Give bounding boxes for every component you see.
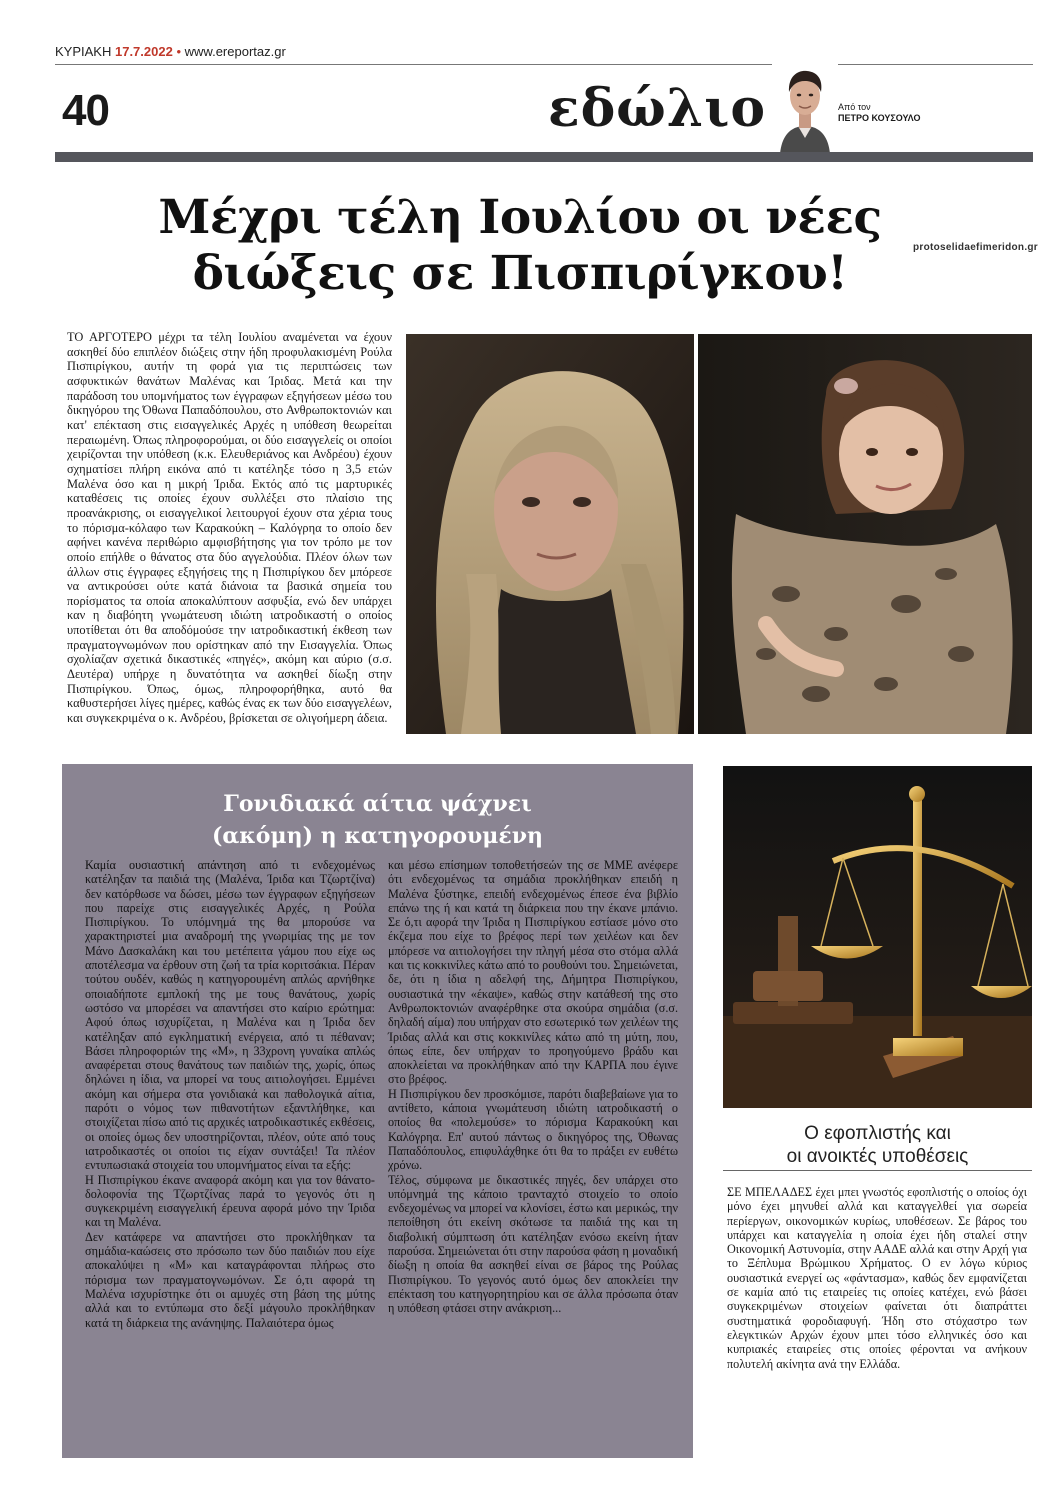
source-credit: protoselidaefimeridon.gr bbox=[913, 242, 1038, 253]
headline-line-2: διώξεις σε Πισπιρίγκου! bbox=[192, 246, 848, 301]
box-column-1 bbox=[85, 858, 375, 1330]
story-photo bbox=[406, 334, 1032, 734]
byline bbox=[838, 102, 920, 124]
main-headline bbox=[120, 190, 920, 302]
side-article bbox=[727, 1185, 1027, 1371]
byline-prefix: Από τον bbox=[838, 102, 871, 112]
columnist-portrait bbox=[772, 60, 838, 154]
side-headline-line-2: οι ανοικτές υποθέσεις bbox=[786, 1146, 969, 1167]
box-paragraph: Δεν κατάφερε να απαντήσει στο προκλήθηκαν τα σημάδια-καώσεις στο πρόσωπο των δύο παιδιών που είχε αποκαλύψει η «Μ» και καταγράφονται πλήρως στο πόρισμα των πραγματογνωμόνων. Σε ό,τι αφορά τη Μαλένα ισχυρίστηκε ότι οι αμυχές στη βάση της μύτης αλλά και το εντύπωμα στο δεξί μάγουλο προκλήθηκαν κατά τη διάρκεια της ανάνηψης. Παλαιότερα όμως bbox=[85, 1229, 375, 1330]
dateline bbox=[55, 44, 286, 59]
header-bar bbox=[55, 152, 1033, 162]
lead-article bbox=[67, 330, 392, 726]
lead-paragraph: ΤΟ ΑΡΓΟΤΕΡΟ μέχρι τα τέλη Ιουλίου αναμένεται να έχουν ασκηθεί δύο επιπλέον διώξεις στην ήδη προφυλακισμένη Ρούλα Πισπιρίγκου, αυτήν τη φορά για τις περιπτώσεις των ασφυκτικών θανάτων Μαλένας και Ίριδας. Μετά και την παράδοση του υπομνήματος των έγγραφων εξηγήσεων μέσω του δικηγόρου της Όθωνα Παπαδόπουλου, στο Ανθρωποκτονιών και κατ' επέκταση στις εισαγγελικές Αρχές η υπόθεση θεωρείται περαιωμένη. Όπως πληροφορούμαι, οι δύο εισαγγελείς οι οποίοι χειρίζονται την υπόθεση (κ.κ. Ελευθεριάνος και Ανδρέου) έχουν σχηματίσει πλήρη εικόνα από τι κατέληξε τόσο η 3,5 ετών Μαλένα όσο και η μικρή Ίριδα. Εκτός από τις μαρτυρικές καταθέσεις τις οποίες έχουν συλλέξει στο πλαίσιο της προανάκρισης, οι εισαγγελικοί λειτουργοί έχουν στα χέρια τους το πόρισμα-κόλαφο των Καρακούκη – Καλόγρηα το οποίο δεν αφήνει κανένα περιθώριο αμφισβήτησης για τον τρόπο με τον οποίο επήλθε ο θάνατος στα δύο αγγελούδια. Πλέον όλων των άλλων στις έγγραφες εξηγήσεις της η Πισπιρίγκου δεν μπόρεσε να αντικρούσει ούτε κατά διάνοια τα βασικά σημεία του πορίσματος τα οποία αποκαλύπτουν ασφυξία, ενώ δεν υπάρχει καν η διαβόητη γνωμάτευση ιδιώτη ιατροδικαστή ο οποίος υποτίθεται ότι θα αποδόμούσε την ιατροδικαστική έκθεση των πραγματογνωμόνων που ορίστηκαν από την Εισαγγελία. Όπως σχολίαζαν σχετικά δικαστικές «πηγές», ακόμη και αύριο (σ.σ. Δευτέρα) υπήρχε η δυνατότητα να ασκηθεί δίωξη στην Πισπιρίγκου. Όπως, όμως, πληροφορήθηκα, αυτό θα καθυστερήσει λίγες ημέρες, καθώς ένας εκ των δύο εισαγγελέων, και συγκεκριμένα ο κ. Ανδρέου, βρίσκεται σε ολιγοήμερη άδεια. bbox=[67, 330, 392, 726]
side-headline bbox=[723, 1122, 1032, 1168]
box-column-2 bbox=[388, 858, 678, 1316]
box-paragraph: Τέλος, σύμφωνα με δικαστικές πηγές, δεν υπάρχει στο υπόμνημά της κάποιο τρανταχτό στοιχείο το οποίο ενδεχομένως να μπορεί να κλονίσει, έστω και μερικώς, την πεποίθηση ότι εκείνη σκότωσε τα παιδιά της και τη διαβολική σύμπτωση ότι κατέληξαν ενόσω εκείνη ήταν παρούσα. Σημειώνεται ότι στην παρούσα φάση η μοναδική δίωξη η οποία θα ασκηθεί είναι σε βάρος της Ρούλας Πισπιρίγκου. Το γεγονός αυτό όμως δεν αποκλείει την επέκταση του κατηγορητηρίου και σε άλλα πρόσωπα όταν η υπόθεση φτάσει στην ανάκριση... bbox=[388, 1172, 678, 1316]
box-paragraph: Η Πισπιρίγκου έκανε αναφορά ακόμη και για τον θάνατο-δολοφονία της Τζωρτζίνας παρά το γεγονός ότι η συγκεκριμένη εισαγγελική έρευνα αφορά μόνο την Ίριδα και τη Μαλένα. bbox=[85, 1172, 375, 1230]
byline-name: ΠΕΤΡΟ ΚΟΥΣΟΥΛΟ bbox=[838, 113, 921, 123]
side-headline-line-1: Ο εφοπλιστής και bbox=[804, 1123, 951, 1144]
box-headline-line-2: (ακόμη) η κατηγορουμένη bbox=[211, 823, 544, 849]
box-headline-line-1: Γονιδιακά αίτια ψάχνει bbox=[223, 791, 532, 817]
headline-line-1: Μέχρι τέλη Ιουλίου οι νέες bbox=[158, 190, 882, 245]
side-paragraph: ΣΕ ΜΠΕΛΑΔΕΣ έχει μπει γνωστός εφοπλιστής ο οποίος όχι μόνο έχει μηνυθεί αλλά και καταγγελθεί για σωρεία περίεργων, οικονομικών κυρίως, υποθέσεων. Σε βάρος του υπάρχει και καταγγελία η οποία έχει ήδη σταλεί στην Οικονομική Αστυνομία, στην ΑΑΔΕ αλλά και στην Αρχή για το Ξέπλυμα Βρώμικου Χρήματος. Ο εν λόγω κύριος ουσιαστικά ενεργεί ως «φάντασμα», καθώς δεν εμφανίζεται σε καμία από τις εταιρείες τις οποίες κατέχει, ενώ βάσει συγκεκριμένων στοιχείων φαίνεται ότι διαπράττει συστηματικά φοροδιαφυγή. Ήδη στο στόχαστρο των ελεγκτικών Αρχών έχουν μπει τόσο ελληνικές όσο και κυπριακές εταιρείες στις οποίες φέρονται να ανήκουν πολυτελή ακίνητα ανά την Ελλάδα. bbox=[727, 1185, 1027, 1371]
box-paragraph: Καμία ουσιαστική απάντηση από τι ενδεχομένως κατέληξαν τα παιδιά της (Μαλένα, Ίριδα και Τζωρτζίνα) δεν κατόρθωσε να δώσει, μέσω των έγγραφων εξηγήσεων που παρείχε στις εισαγγελικές Αρχές, η Ρούλα Πισπιρίγκου. Το υπόμνημά της θα μπορούσε να χαρακτηριστεί μια αναδρομή της γνωριμίας της με τον Μάνο Δασκαλάκη και του μετέπειτα γάμου που είχε ως αποτέλεσμα να έρθουν στη ζωή τα τρία κοριτσάκια. Πέραν τούτου ουδέν, καθώς η κατηγορουμένη απλώς αρνήθηκε οποιαδήποτε εμπλοκή της με τους θανάτους, χωρίς ωστόσο να μπορέσει να απαντήσει στο καίριο ερώτημα: Αφού όπως ισχυρίζεται, η Μαλένα και η Ίριδα δεν κατέληξαν από εγκληματική ενέργεια, από τι πέθαναν; Βάσει πληροφοριών της «Μ», η 33χρονη γυναίκα απλώς αναφέρεται στους θανάτους των παιδιών της, χωρίς, όπως δηλώνει η ίδια, να μπορεί να τους αιτιολογήσει. Εμμένει ακόμη και σήμερα στα γονιδιακά και παθολογικά αίτια, παρότι ο νόμος των πιθανοτήτων εξαντλήθηκε, και στοιχίζεται πίσω από τις αρχικές ιατροδικαστικές εκθέσεις, οι οποίες όμως δεν υποστηρίζονται, πλέον, ούτε από τους ιατροδικαστές οι οποίοι τις είχαν συντάξει! Τα πλέον εντυπωσιακά στοιχεία του υπομνήματος είναι τα εξής: bbox=[85, 858, 375, 1173]
side-rule bbox=[723, 1170, 1032, 1171]
section-title: εδώλιο bbox=[548, 78, 767, 139]
page-number: 40 bbox=[62, 86, 109, 135]
box-headline bbox=[62, 788, 693, 852]
dateline-separator: • bbox=[176, 44, 182, 59]
box-paragraph: και μέσω επίσημων τοποθετήσεών της σε ΜΜΕ ανέφερε ότι ενδεχομένως τα σημάδια προκλήθηκαν επειδή η Μαλένα ξύστηκε, επειδή ενδεχομένως έπεσε ένα βιβλίο επάνω της ή και κατά τη διάρκεια που την έκανε μπάνιο. Σε ό,τι αφορά την Ίριδα η Πισπιρίγκου εστίασε μόνο στο έκζεμα που είχε το βρέφος περί των χειλέων και δεν μπόρεσε να αιτιολογήσει την πληγή μέσα στο στόμα αλλά και τις κοκκινίλες κάτω από το ρουθούνι του. Σημειώνεται, δε, ότι η ίδια η αδελφή της, Δήμητρα Πισπιρίγκου, ουσιαστικά την «έκαψε», καθώς στην κατάθεσή της στο Ανθρωποκτονιών αναφέρθηκε στα σκούρα σημάδια (σ.σ. δηλαδή αίμα) που υπήρχαν στο εσωτερικό των χειλέων της Ίριδας αλλά και στις κοκκινίλες κάτω από τη μύτη, που, όπως είπε, δεν υπήρχαν το προηγούμενο βράδυ και αποκλείεται να προκλήθηκαν από την ΚΑΡΠΑ που έγινε στο βρέφος. bbox=[388, 858, 678, 1087]
justice-scale-photo bbox=[723, 766, 1032, 1108]
dateline-day: ΚΥΡΙΑΚΗ bbox=[55, 44, 112, 59]
dateline-date: 17.7.2022 bbox=[114, 44, 173, 59]
header-rule bbox=[55, 64, 1033, 65]
box-paragraph: Η Πισπιρίγκου δεν προσκόμισε, παρότι διαβεβαίωνε για το αντίθετο, κάποια γνωμάτευση ιδιώτη ιατροδικαστή ο οποίος θα «πολεμούσε» το πόρισμα Καρακούκη και Καλόγρηα. Επ' αυτού πάντως ο δικηγόρος της, Όθωνας Παπαδόπουλος, επιφυλάχθηκε ότι θα το πράξει εν ευθέτω χρόνω. bbox=[388, 1086, 678, 1173]
website-link[interactable]: www.ereportaz.gr bbox=[184, 44, 286, 59]
